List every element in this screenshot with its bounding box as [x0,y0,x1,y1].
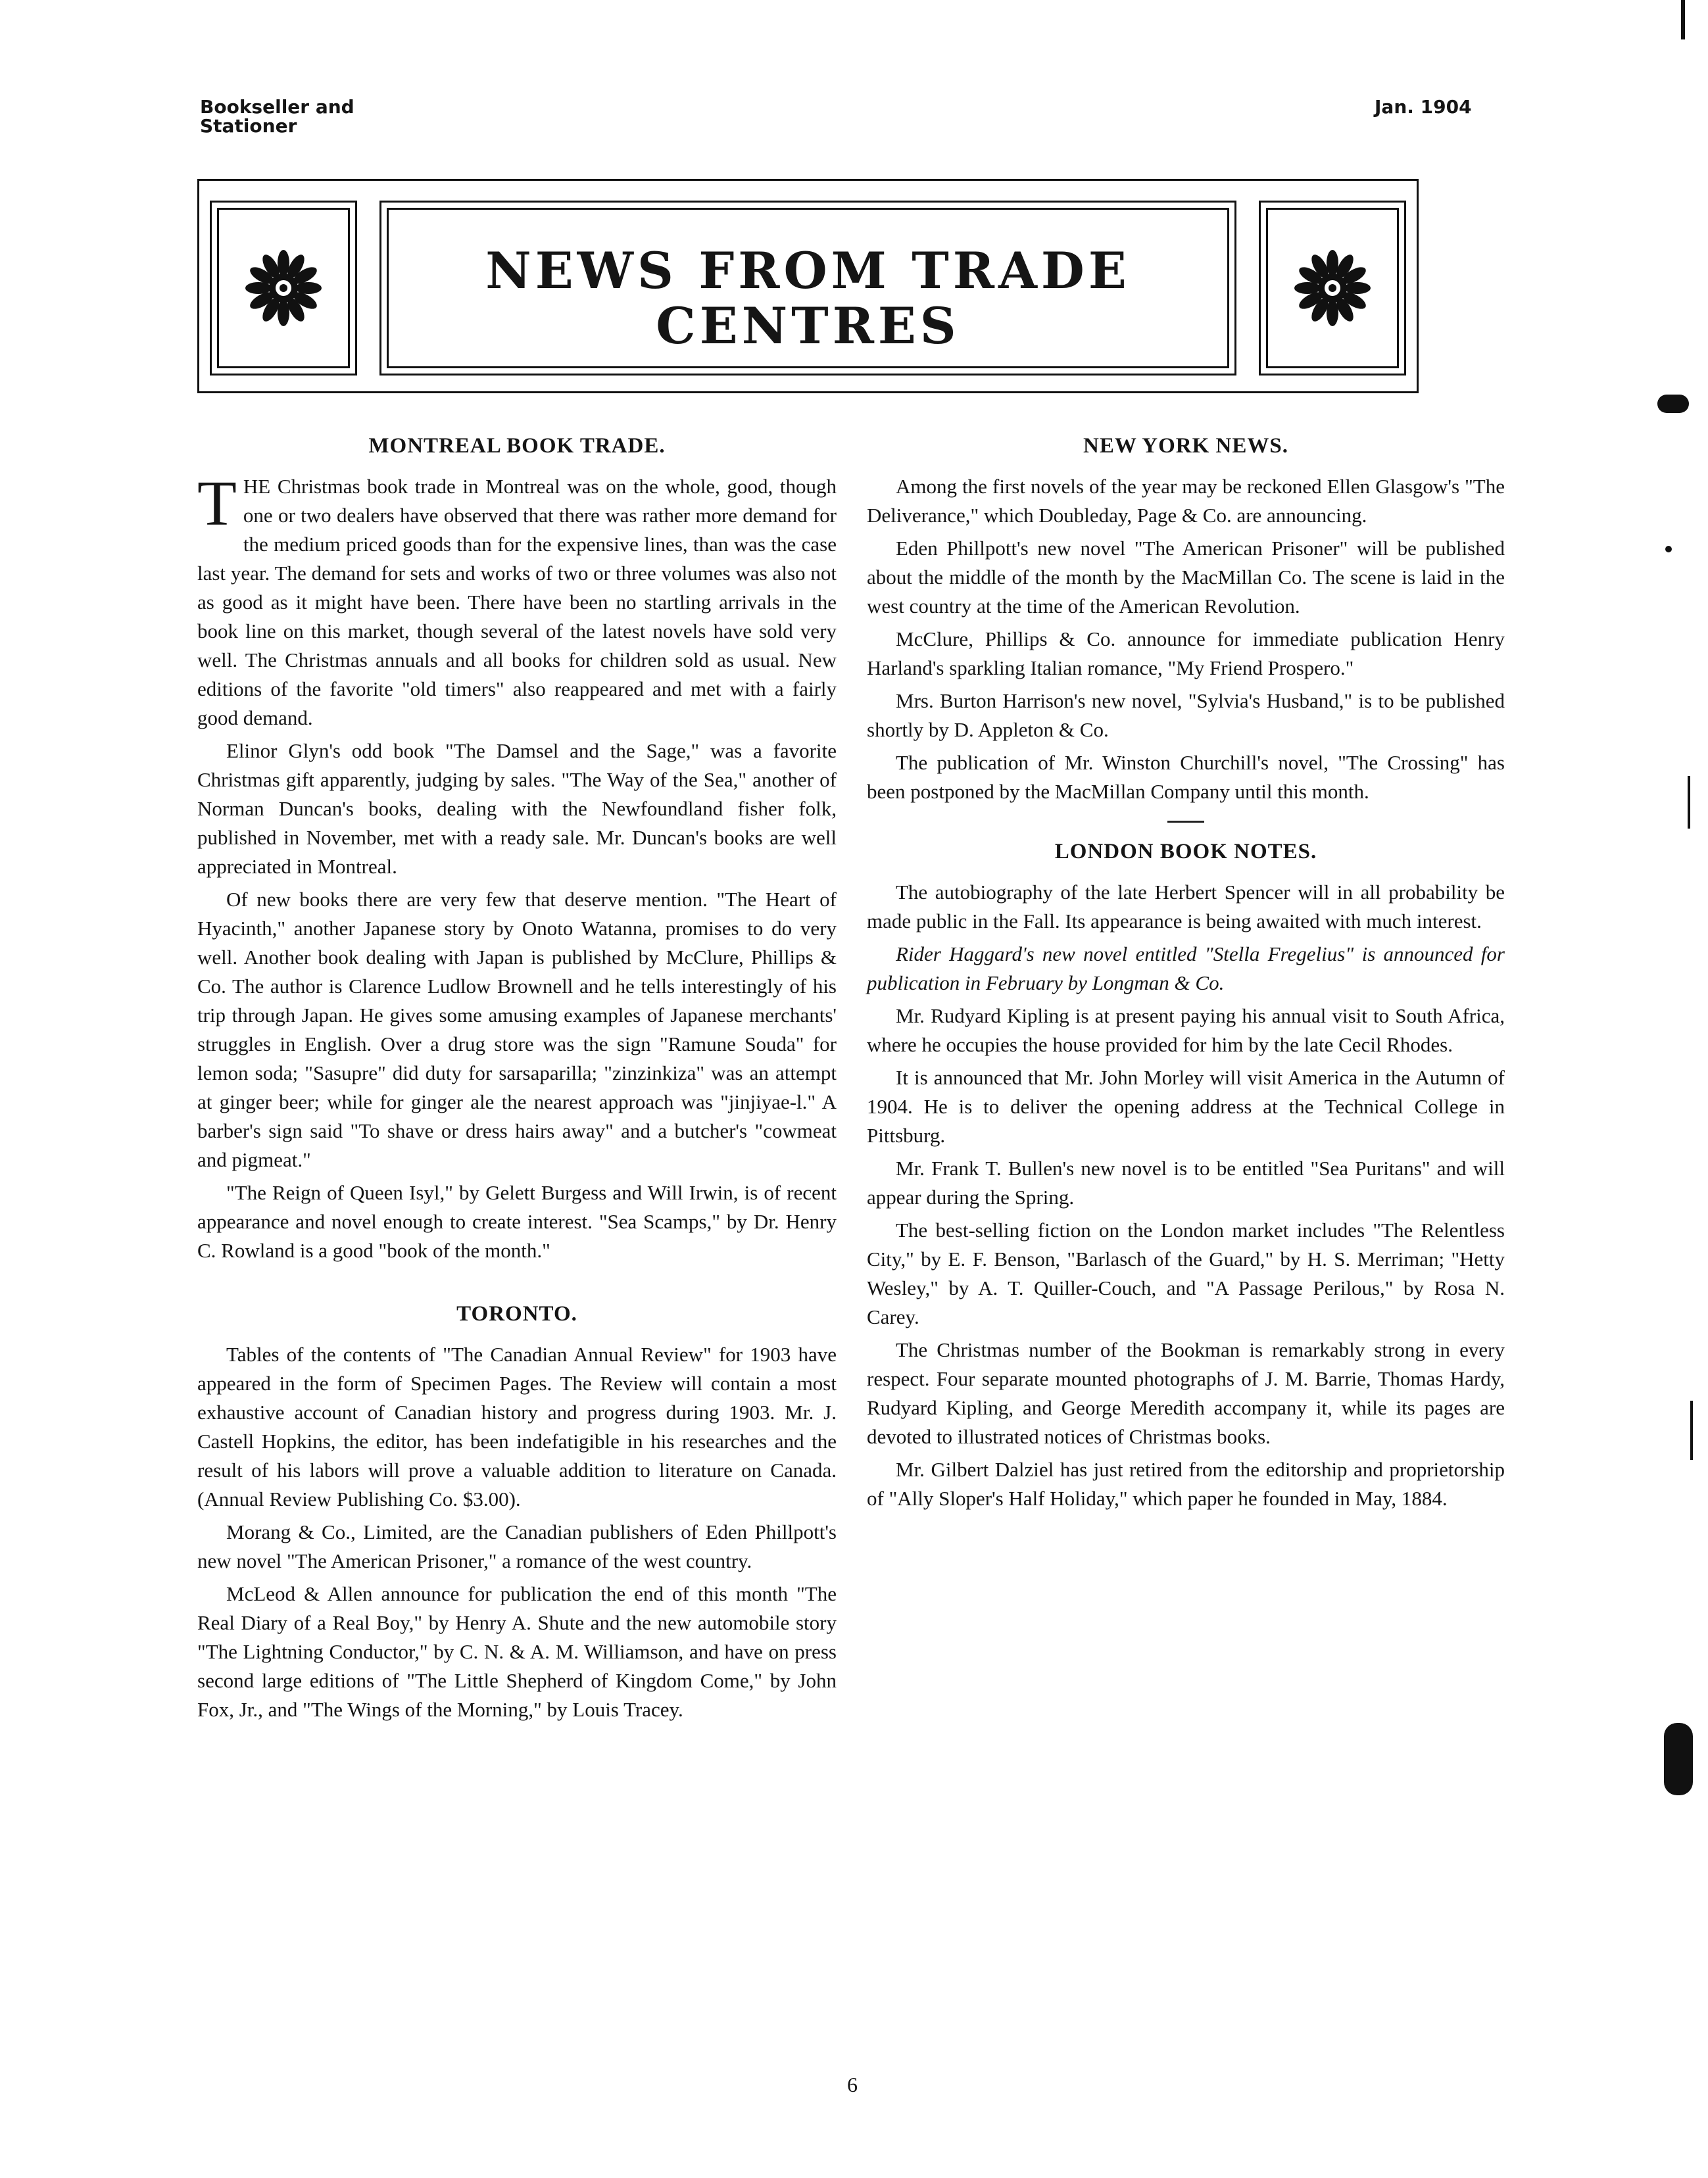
section-divider [1167,821,1204,823]
page-number: 6 [847,2073,858,2096]
scan-artifact [1657,395,1689,413]
page-title-line2: CENTRES [656,297,960,355]
ornament-panel-left [210,201,357,375]
right-column [867,421,1505,1517]
article-paragraph: Mr. Frank T. Bullen's new novel is to be entitled "Sea Puritans" and will appear during the Spring. [867,1157,1505,1209]
publication-name-line1: Bookseller and [200,96,354,118]
scan-artifact [1690,1401,1693,1460]
scan-artifact [1665,546,1672,552]
article-paragraph: Morang & Co., Limited, are the Canadian publishers of Eden Phillpott's new novel "The American Prisoner," a romance of the west country. [197,1520,837,1572]
title-panel [379,201,1236,375]
ornament-panel-right [1259,201,1406,375]
article-paragraph: Rider Haggard's new novel entitled "Stella Fregelius" is announced for publication in February by Longman & Co. [867,942,1505,994]
article-paragraph: McClure, Phillips & Co. announce for immediate publication Henry Harland's sparkling Italian romance, "My Friend Prospero." [867,627,1505,679]
section-heading-london: LONDON BOOK NOTES. [1054,840,1317,863]
article-paragraph: "The Reign of Queen Isyl," by Gelett Burgess and Will Irwin, is of recent appearance and novel enough to create interest. "Sea Scamps," by Dr. Henry C. Rowland is a good "book of the month." [197,1181,837,1262]
article-paragraph: The Christmas number of the Bookman is remarkably strong in every respect. Four separate mounted photographs of J. M. Barrie, Thomas Hardy, Rudyard Kipling, and George Meredith accompany it, while its pages are devoted to illustrated notices of Christmas books. [867,1338,1505,1448]
article-paragraph: Mr. Gilbert Dalziel has just retired from the editorship and proprietorship of "Ally Sloper's Half Holiday," which paper he founded in May, 1884. [867,1458,1505,1510]
page-title-line1: NEWS FROM TRADE [485,241,1131,300]
article-paragraph: Of new books there are very few that deserve mention. "The Heart of Hyacinth," another Japanese story by Onoto Watanna, promises to do very well. Another book dealing with Japan is published by McClure, Phillips & Co. The author is Clarence Ludlow Brownell and he tells interestingly of his trip through Japan. He gives some amusing examples of Japanese merchants' struggles in English. Over a drug store was the sign "Ramune Souda" for lemon soda; "Sasupre" did duty for sarsaparilla; "zinzinkiza" was an attempt at ginger beer; while for ginger ale the nearest approach was "jinjiyae-l." A barber's sign said "To shave or dress hairs away" and a butcher's "cowmeat and pigmeat." [197,888,837,1171]
article-paragraph: Mrs. Burton Harrison's new novel, "Sylvia's Husband," is to be published shortly by D. Appleton & Co. [867,689,1505,741]
article-paragraph: The autobiography of the late Herbert Spencer will in all probability be made public in the Fall. Its appearance is being awaited with much interest. [867,881,1505,932]
scan-artifact [1664,1723,1693,1795]
left-column [197,421,837,1728]
publication-name-line2: Stationer [200,115,297,137]
article-paragraph: Eden Phillpott's new novel "The American Prisoner" will be published about the middle of the month by the MacMillan Co. The scene is laid in the west country at the time of the American Revolution. [867,537,1505,617]
article-paragraph: It is announced that Mr. John Morley will visit America in the Autumn of 1904. He is to deliver the opening address at the Technical College in Pittsburg. [867,1066,1505,1147]
scan-artifact [1681,0,1685,39]
scan-artifact [1688,776,1690,829]
rosette-ornament-icon [1293,249,1372,327]
article-paragraph: McLeod & Allen announce for publication the end of this month "The Real Diary of a Real Boy," by Henry A. Shute and the new automobile story "The Lightning Conductor," by C. N. & A. M. Williamson, and have on press second large editions of "The Little Shepherd of Kingdom Come," by John Fox, Jr., and "The Wings of the Morning," by Louis Tracey. [197,1582,837,1721]
article-paragraph: Elinor Glyn's odd book "The Damsel and the Sage," was a favorite Christmas gift apparently, judging by sales. "The Way of the Sea," another of Norman Duncan's books, dealing with the Newfoundland fisher folk, published in November, met with a ready sale. Mr. Duncan's books are well appreciated in Montreal. [197,739,837,878]
article-paragraph: The publication of Mr. Winston Churchill's novel, "The Crossing" has been postponed by the MacMillan Company until this month. [867,751,1505,803]
title-banner [197,179,1419,393]
article-paragraph: THE Christmas book trade in Montreal was on the whole, good, though one or two dealers have observed that there was rather more demand for the medium priced goods than for the expensive lines, than was the case last year. The demand for sets and works of two or three volumes was also not as good as it might have been. There have been no startling arrivals in the book line on this market, though several of the latest novels have sold very well. The Christmas annuals and all books for children sold as usual. New editions of the favorite "old timers" also reappeared and met with a fairly good demand. [197,468,837,729]
running-head-date: Jan. 1904 [1375,96,1472,118]
rosette-ornament-icon [244,249,323,327]
article-paragraph: The best-selling fiction on the London market includes "The Relentless City," by E. F. Benson, "Barlasch of the Guard," by H. S. Merriman; "Hetty Wesley," by A. T. Quiller-Couch, and "A Passage Perilous," by Rosa N. Carey. [867,1219,1505,1328]
article-paragraph: Mr. Rudyard Kipling is at present paying his annual visit to South Africa, where he occupies the house provided for him by the late Cecil Rhodes. [867,1004,1505,1056]
article-paragraph: Among the first novels of the year may be reckoned Ellen Glasgow's "The Deliverance," which Doubleday, Page & Co. are announcing. [867,475,1505,527]
article-paragraph: Tables of the contents of "The Canadian Annual Review" for 1903 have appeared in the form of Specimen Pages. The Review will contain a most exhaustive account of Canadian history and progress during 1903. Mr. J. Castell Hopkins, the editor, has been indefatigible in his researches and the result of his labors will prove a valuable addition to literature on Canada. (Annual Review Publishing Co. $3.00). [197,1343,837,1511]
section-heading-toronto: TORONTO. [456,1302,577,1326]
section-heading-new-york: NEW YORK NEWS. [1083,434,1288,458]
section-heading-montreal: MONTREAL BOOK TRADE. [368,434,666,458]
running-head-publication [200,97,354,135]
drop-cap: T [197,468,237,539]
